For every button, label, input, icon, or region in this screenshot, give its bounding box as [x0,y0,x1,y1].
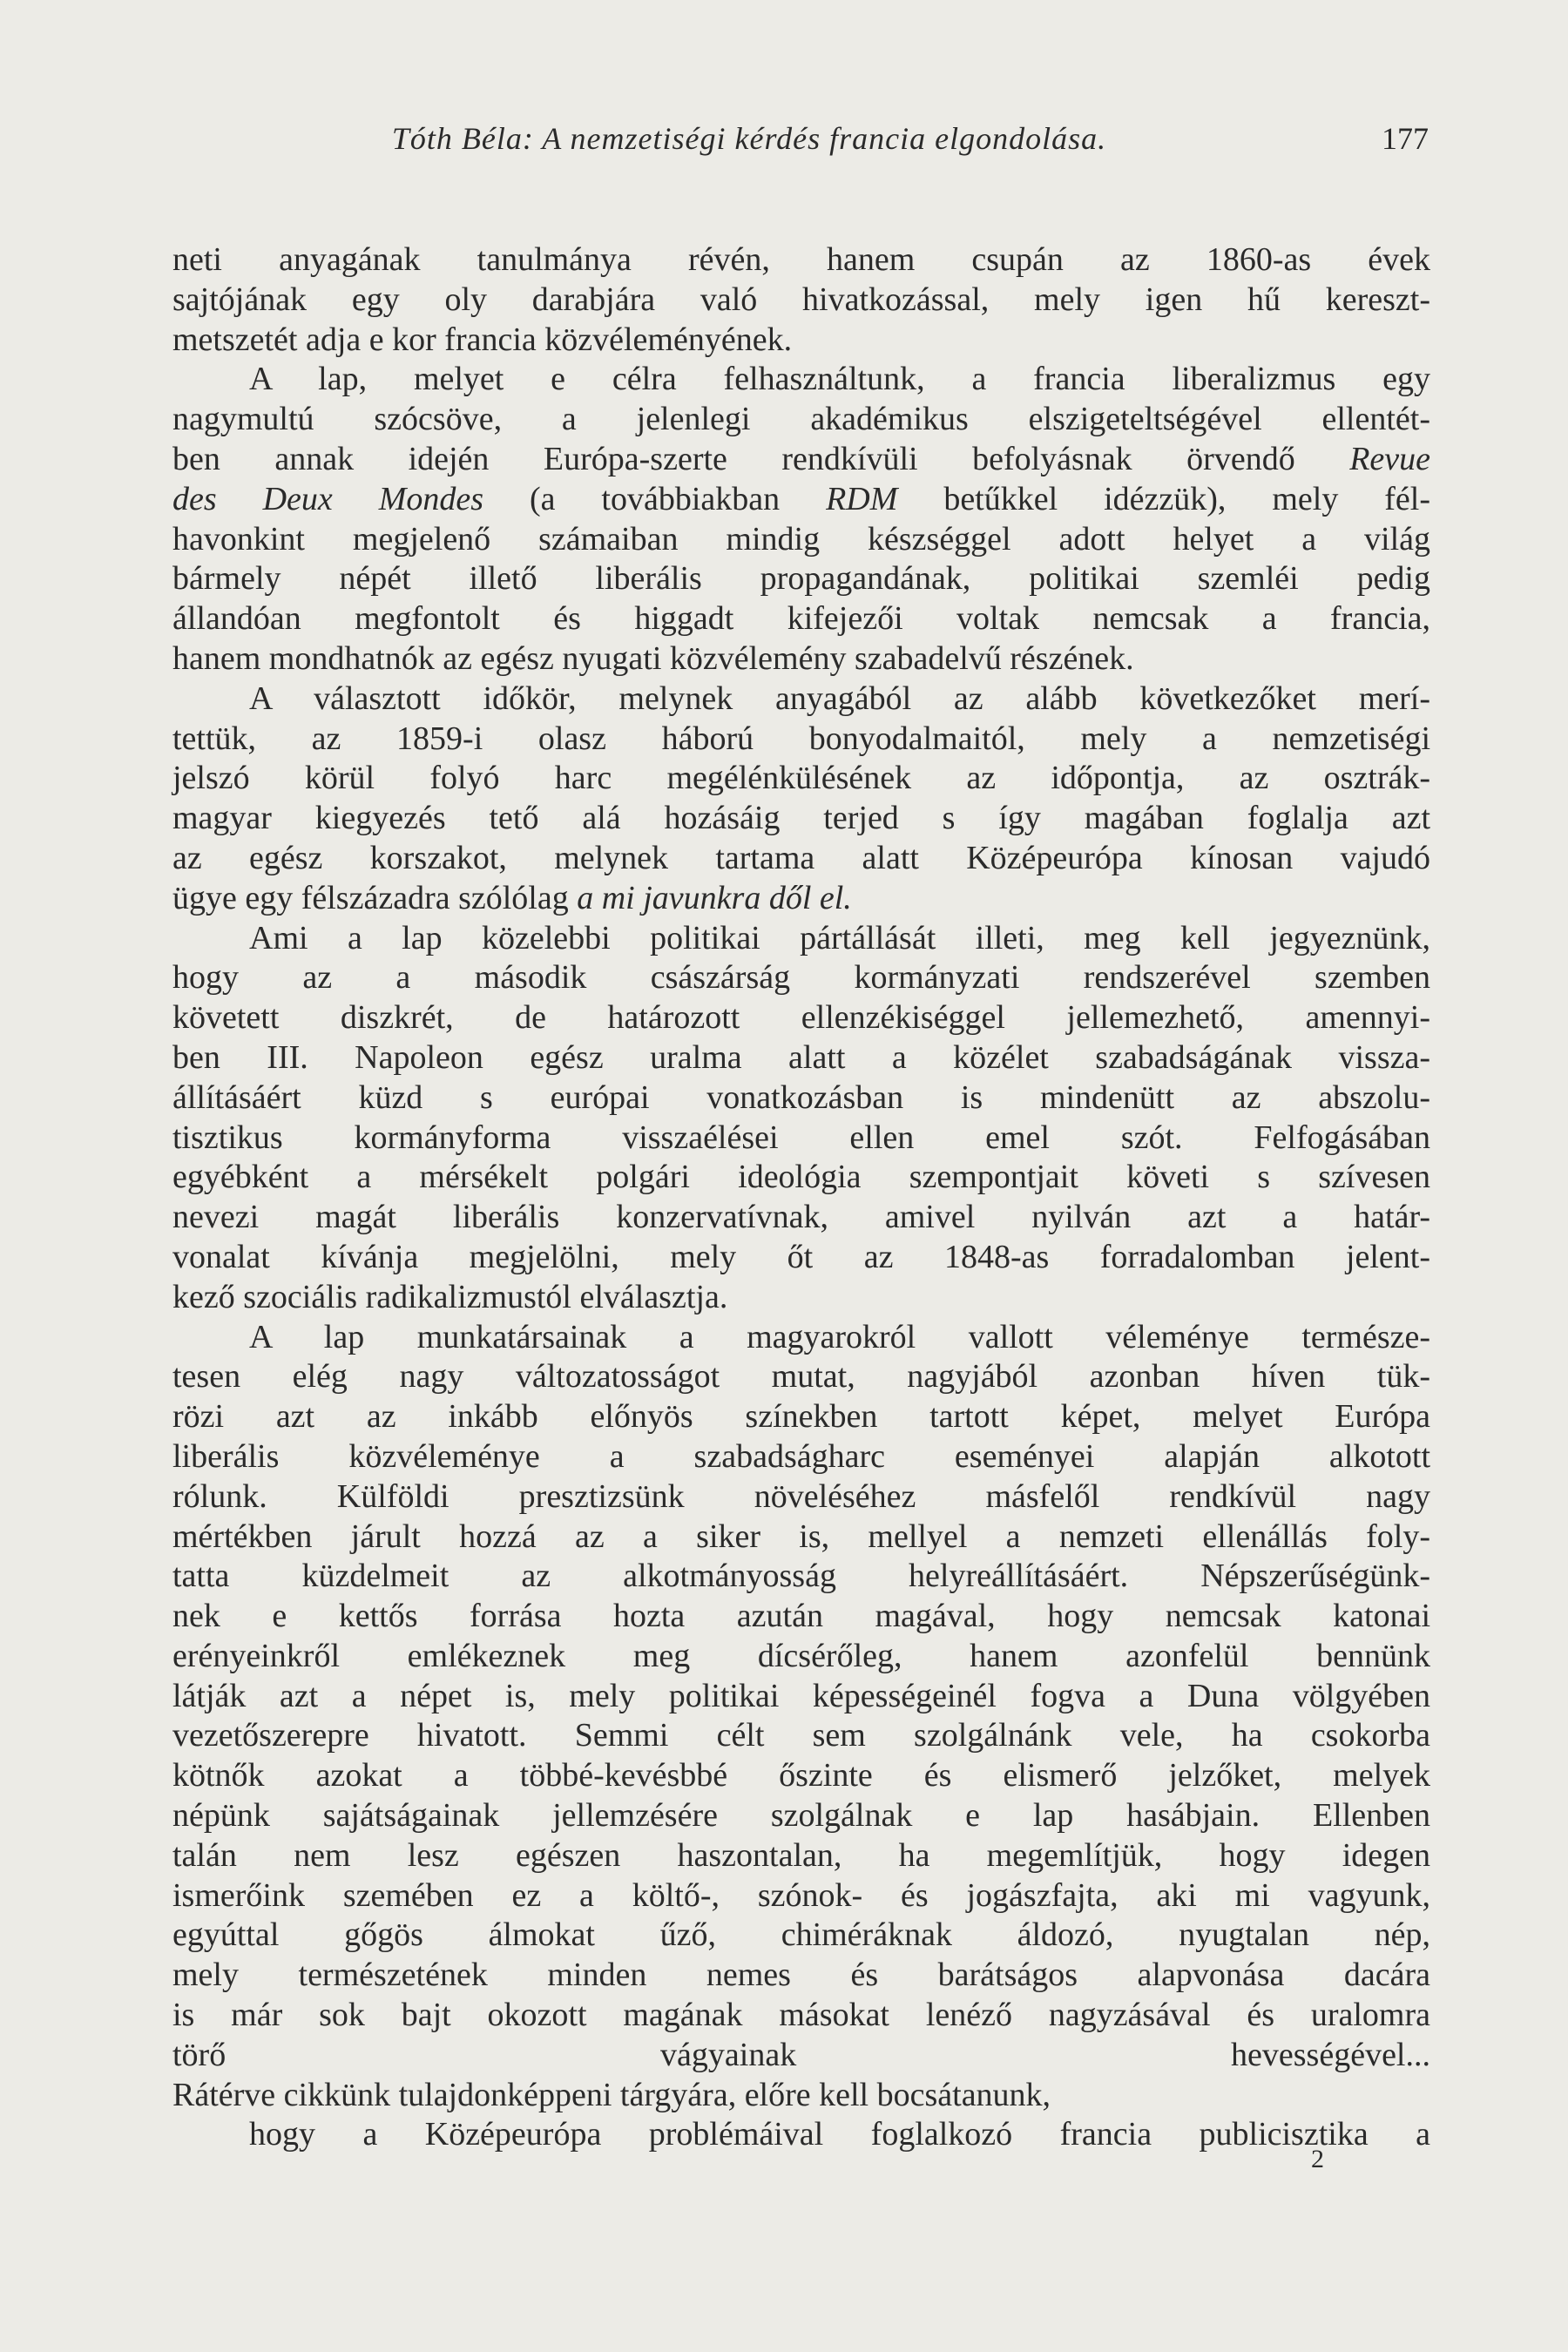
italic-phrase: a mi javunkra dől el. [577,879,852,916]
running-head [174,120,1429,172]
text-line: Rátérve cikkünk tulajdonképpeni tárgyára, előre kell bocsátanunk, [172,2076,1051,2113]
text-line: követett diszkrét, de határozott ellenzékiséggel jellemezhető, amennyi- [172,999,1430,1037]
text-line: magyar kiegyezés tető alá hozásáig terjed s így magában foglalja azt [172,800,1430,837]
text-line: hanem mondhatnók az egész nyugati közvélemény szabadelvű részének. [172,639,1134,677]
running-title: Tóth Béla: A nemzetiségi kérdés francia elgondolása. [391,121,1107,156]
text-line: is már sok bajt okozott magának másokat lenéző nagyzásával és uralomra [172,1997,1430,2034]
text-line: havonkint megjelenő számaiban mindig készséggel adott helyet a világ [172,520,1430,558]
text-line: mértékben járult hozzá az a siker is, mellyel a nemzeti ellenállás foly- [172,1517,1430,1555]
text-line: erényeinkről emlékeznek meg dícsérőleg, hanem azonfelül bennünk [172,1637,1430,1674]
text-line: egyébként a mérsékelt polgári ideológia szempontjait követi s szívesen [172,1159,1430,1196]
page-number: 177 [1382,121,1429,156]
text-line: neti anyagának tanulmánya révén, hanem csupán az 1860-as évek [172,241,1430,278]
text-line: ismerőink szemében ez a költő-, szónok- és jogászfajta, aki mi vagyunk, [172,1876,1430,1914]
text-line: törő vágyainak hevességével... [172,2036,1430,2073]
text-line: látják azt a népet is, mely politikai képességeinél fogva a Duna völgyében [172,1677,1430,1714]
text-line: ben III. Napoleon egész uralma alatt a közélet szabadságának vissza- [172,1038,1430,1076]
text-line: metszetét adja e kor francia közvéleményének. [172,321,793,358]
text-line: hogy az a második császárság kormányzati rendszerével szemben [172,959,1430,997]
text-line: vonalat kívánja megjelölni, mely őt az 1848-as forradalomban jelent- [172,1238,1430,1275]
signature-mark: 2 [1311,2145,1324,2173]
text-line: ügye egy félszázadra szólólag a mi javunkra dől el. [172,879,852,916]
body-text [172,240,1430,2155]
italic-phrase: RDM [826,480,898,517]
text-line: des Deux Mondes (a továbbiakban RDM betűkkel idézzük), mely fél- [172,480,1430,517]
text-line: ben annak idején Európa-szerte rendkívüli befolyásnak örvendő Revue [172,440,1430,477]
text-line: vezetőszerepre hivatott. Semmi célt sem szolgálnánk vele, ha csokorba [172,1717,1430,1754]
text-line: talán nem lesz egészen haszontalan, ha megemlítjük, hogy idegen [172,1836,1430,1874]
text-line: bármely népét illető liberális propagandának, politikai szemléi pedig [172,560,1430,598]
text-line: rólunk. Külföldi presztizsünk növeléséhez másfelől rendkívül nagy [172,1477,1430,1515]
text-line: egyúttal gőgös álmokat űző, chiméráknak áldozó, nyugtalan nép, [172,1916,1430,1954]
italic-phrase: Revue [1349,440,1430,477]
text-line: kötnők azokat a többé-kevésbbé őszinte és elismerő jelzőket, melyek [172,1757,1430,1794]
text-line: A lap, melyet e célra felhasználtunk, a francia liberalizmus egy [249,361,1430,398]
text-line: állításáért küzd s európai vonatkozásban is mindenütt az abszolu- [172,1078,1430,1116]
text-line: nek e kettős forrása hozta azután magával, hogy nemcsak katonai [172,1598,1430,1635]
text-line: Ami a lap közelebbi politikai pártállását illeti, meg kell jegyeznünk, [249,919,1430,956]
text-line: liberális közvéleménye a szabadságharc eseményei alapján alkotott [172,1437,1430,1475]
text-line: nevezi magát liberális konzervatívnak, amivel nyilván azt a határ- [172,1199,1430,1236]
text-line: hogy a Középeurópa problémáival foglalkozó francia publicisztika a [249,2116,1430,2153]
text-line: A választott időkör, melynek anyagából az alább következőket merí- [249,679,1430,717]
text-line: rözi azt az inkább előnyös színekben tartott képet, melyet Európa [172,1398,1430,1436]
text-line: nagymultú szócsöve, a jelenlegi akadémikus elszigeteltségével ellentét- [172,401,1430,438]
text-line: az egész korszakot, melynek tartama alatt Középeurópa kínosan vajudó [172,839,1430,876]
text-line: népünk sajátságainak jellemzésére szolgálnak e lap hasábjain. Ellenben [172,1797,1430,1835]
text-line: sajtójának egy oly darabjára való hivatkozással, mely igen hű kereszt- [172,280,1430,318]
text-line: tettük, az 1859-i olasz háború bonyodalmaitól, mely a nemzetiségi [172,720,1430,757]
text-line: mely természetének minden nemes és barátságos alapvonása dacára [172,1957,1430,1994]
text-line: tesen elég nagy változatosságot mutat, nagyjából azonban híven tük- [172,1358,1430,1396]
text-line: jelszó körül folyó harc megélénkülésének az időpontja, az osztrák- [172,760,1430,797]
text-line: tisztikus kormányforma visszaélései ellen emel szót. Felfogásában [172,1119,1430,1156]
text-line: kező szociális radikalizmustól elválasztja. [172,1278,728,1315]
italic-phrase: des Deux Mondes [172,480,484,517]
text-line: tatta küzdelmeit az alkotmányosság helyreállításáért. Népszerűségünk- [172,1558,1430,1595]
text-line: állandóan megfontolt és higgadt kifejezői voltak nemcsak a francia, [172,600,1430,638]
text-line: A lap munkatársainak a magyarokról vallott véleménye természe- [249,1318,1430,1355]
